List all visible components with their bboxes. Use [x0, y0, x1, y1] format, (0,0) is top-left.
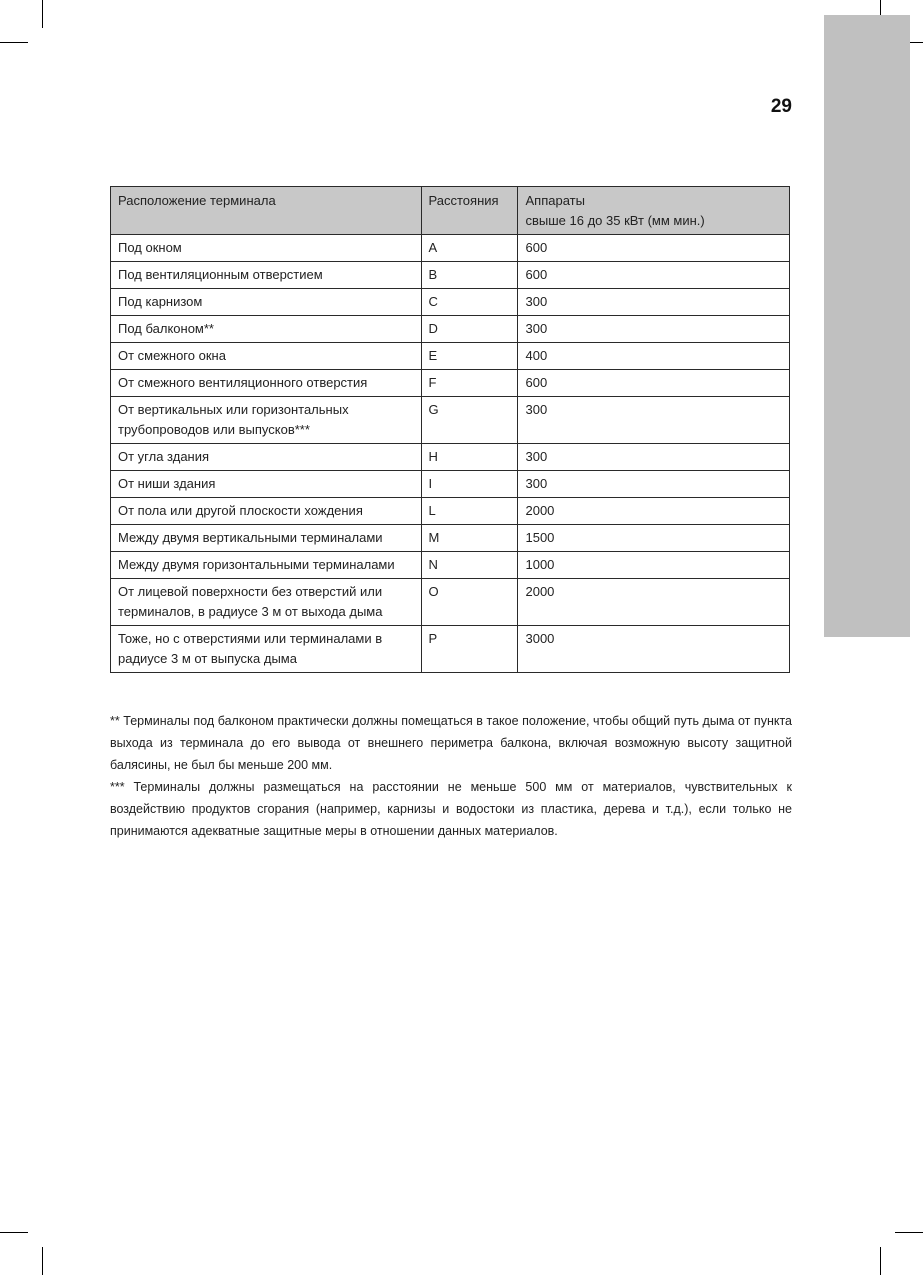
row-location: От ниши здания	[111, 471, 422, 498]
row-value: 300	[518, 289, 790, 316]
row-code: H	[421, 444, 518, 471]
crop-mark-bottom-right-h	[895, 1232, 923, 1233]
row-code: L	[421, 498, 518, 525]
row-location: Между двумя вертикальными терминалами	[111, 525, 422, 552]
crop-mark-top-left-v	[42, 0, 43, 28]
crop-mark-bottom-right-v	[880, 1247, 881, 1275]
header-distance: Расстояния	[421, 187, 518, 235]
table-row	[111, 262, 790, 289]
row-location: Тоже, но с отверстиями или терминалами в радиусе 3 м от выпуска дыма	[111, 626, 422, 673]
row-location: От угла здания	[111, 444, 422, 471]
row-code: P	[421, 626, 518, 673]
row-location: От смежного окна	[111, 343, 422, 370]
table-row	[111, 397, 790, 444]
row-value: 600	[518, 235, 790, 262]
row-value: 600	[518, 262, 790, 289]
row-code: C	[421, 289, 518, 316]
terminal-distance-table	[110, 186, 790, 673]
table-row	[111, 235, 790, 262]
row-value: 3000	[518, 626, 790, 673]
table-row	[111, 471, 790, 498]
table-row	[111, 289, 790, 316]
header-location: Расположение терминала	[111, 187, 422, 235]
table-row	[111, 626, 790, 673]
crop-mark-bottom-left-h	[0, 1232, 28, 1233]
footnote-balcony: ** Терминалы под балконом практически должны помещаться в такое положение, чтобы общий путь дыма от пункта выхода из терминала до его вывода от внешнего периметра балкона, включая возможную высоту защитной балясины, не был бы меньше 200 мм.	[110, 714, 792, 772]
row-code: D	[421, 316, 518, 343]
row-location: От лицевой поверхности без отверстий или терминалов, в радиусе 3 м от выхода дыма	[111, 579, 422, 626]
row-location: От пола или другой плоскости хождения	[111, 498, 422, 525]
table-row	[111, 316, 790, 343]
row-value: 1500	[518, 525, 790, 552]
chapter-side-tab	[824, 15, 910, 637]
row-value: 300	[518, 316, 790, 343]
row-code: E	[421, 343, 518, 370]
row-code: O	[421, 579, 518, 626]
row-code: I	[421, 471, 518, 498]
row-code: N	[421, 552, 518, 579]
row-location: Под вентиляционным отверстием	[111, 262, 422, 289]
row-value: 1000	[518, 552, 790, 579]
row-location: От смежного вентиляционного отверстия	[111, 370, 422, 397]
row-code: B	[421, 262, 518, 289]
row-value: 600	[518, 370, 790, 397]
footnotes	[110, 710, 792, 842]
row-value: 300	[518, 444, 790, 471]
row-code: M	[421, 525, 518, 552]
row-value: 2000	[518, 579, 790, 626]
crop-mark-bottom-left-v	[42, 1247, 43, 1275]
table-row	[111, 444, 790, 471]
page-number: 29	[770, 96, 792, 117]
footnote-materials: *** Терминалы должны размещаться на расстоянии не меньше 500 мм от материалов, чувствительных к воздействию продуктов сгорания (например, карнизы и водостоки из пластика, дерева и т.д.), если только не принимаются адекватные защитные меры в отношении данных материалов.	[110, 780, 792, 838]
header-devices	[518, 187, 790, 235]
table-row	[111, 525, 790, 552]
table-row	[111, 552, 790, 579]
row-value: 400	[518, 343, 790, 370]
row-code: A	[421, 235, 518, 262]
table-row	[111, 579, 790, 626]
header-devices-line2: свыше 16 до 35 кВт (мм мин.)	[525, 213, 705, 228]
row-code: G	[421, 397, 518, 444]
row-value: 300	[518, 397, 790, 444]
row-location: Под балконом**	[111, 316, 422, 343]
table-row	[111, 343, 790, 370]
table-header-row	[111, 187, 790, 235]
row-value: 300	[518, 471, 790, 498]
row-location: От вертикальных или горизонтальных трубопроводов или выпусков***	[111, 397, 422, 444]
crop-mark-top-left-h	[0, 42, 28, 43]
header-devices-line1: Аппараты	[525, 193, 585, 208]
table-row	[111, 370, 790, 397]
row-location: Под окном	[111, 235, 422, 262]
row-value: 2000	[518, 498, 790, 525]
row-location: Под карнизом	[111, 289, 422, 316]
row-code: F	[421, 370, 518, 397]
row-location: Между двумя горизонтальными терминалами	[111, 552, 422, 579]
table-row	[111, 498, 790, 525]
